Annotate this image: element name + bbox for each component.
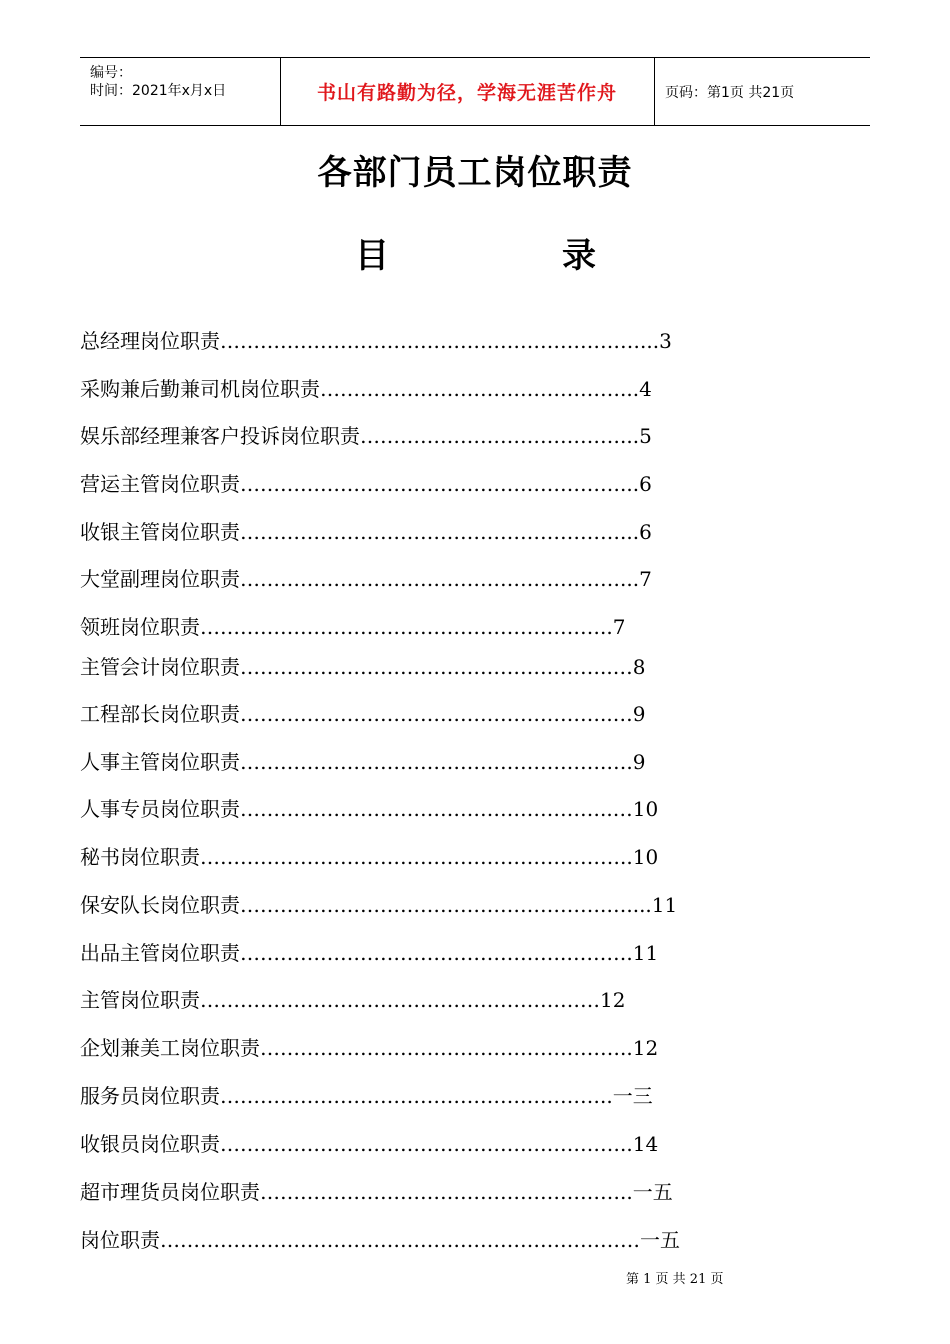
toc-heading-right: 录	[562, 236, 596, 276]
toc-entry[interactable]: 大堂副理岗位职责…………………………………………………...7	[80, 567, 652, 591]
header-page-cell	[655, 58, 870, 125]
page-footer: 第 1 页 共 21 页	[626, 1272, 724, 1287]
toc-entry[interactable]: 主管岗位职责……………………………………………………12	[80, 988, 626, 1012]
date-label: 时间：2021年x月x日	[90, 83, 227, 99]
header-motto-cell	[280, 58, 655, 125]
toc-entry[interactable]: 保安队长岗位职责……………………………………………….…....11	[80, 893, 678, 917]
page-header	[80, 57, 870, 126]
toc-entry[interactable]: 收银员岗位职责……………………………………………………..14	[80, 1132, 659, 1156]
header-meta	[80, 58, 281, 125]
toc-entry[interactable]: 总经理岗位职责………………………………………………………...3	[80, 329, 672, 353]
toc-entry[interactable]: 领班岗位职责……………………………………………………..7	[80, 615, 626, 639]
toc-entry[interactable]: 人事主管岗位职责……………………………………………….….9	[80, 750, 646, 774]
toc-entry[interactable]: 采购兼后勤兼司机岗位职责………………………………………...4	[80, 377, 652, 401]
toc-entry[interactable]: 超市理货员岗位职责………………………………………………..一五	[80, 1180, 673, 1204]
toc-entry[interactable]: 主管会计岗位职责………………………………………………..…8	[80, 655, 646, 679]
toc-entry[interactable]: 秘书岗位职责………………………………………………………..10	[80, 845, 659, 869]
toc-entry[interactable]: 企划兼美工岗位职责………………………………………………..12	[80, 1036, 659, 1060]
toc-entry[interactable]: 岗位职责………………………………………………………………一五	[80, 1228, 680, 1252]
motto-text: 书山有路勤为径，学海无涯苦作舟	[316, 82, 617, 104]
toc-entry[interactable]: 收银主管岗位职责…………………………………………………...6	[80, 520, 652, 544]
toc-entry[interactable]: 服务员岗位职责…………………………………………………..一三	[80, 1084, 653, 1108]
document-title: 各部门员工岗位职责	[317, 153, 633, 193]
toc-entry[interactable]: 人事专员岗位职责………………………………………………..…10	[80, 797, 659, 821]
toc-entry[interactable]: 娱乐部经理兼客户投诉岗位职责…………………………………...5	[80, 424, 652, 448]
page-info: 页码：第1页 共21页	[665, 84, 795, 101]
toc-entry[interactable]: 营运主管岗位职责…………………………………………………...6	[80, 472, 652, 496]
toc-heading-left: 目	[355, 236, 389, 276]
serial-label: 编号：	[90, 65, 132, 81]
toc-entry[interactable]: 出品主管岗位职责………………………………………….……….11	[80, 941, 659, 965]
toc-entry[interactable]: 工程部长岗位职责………………………………………………..…9	[80, 702, 646, 726]
